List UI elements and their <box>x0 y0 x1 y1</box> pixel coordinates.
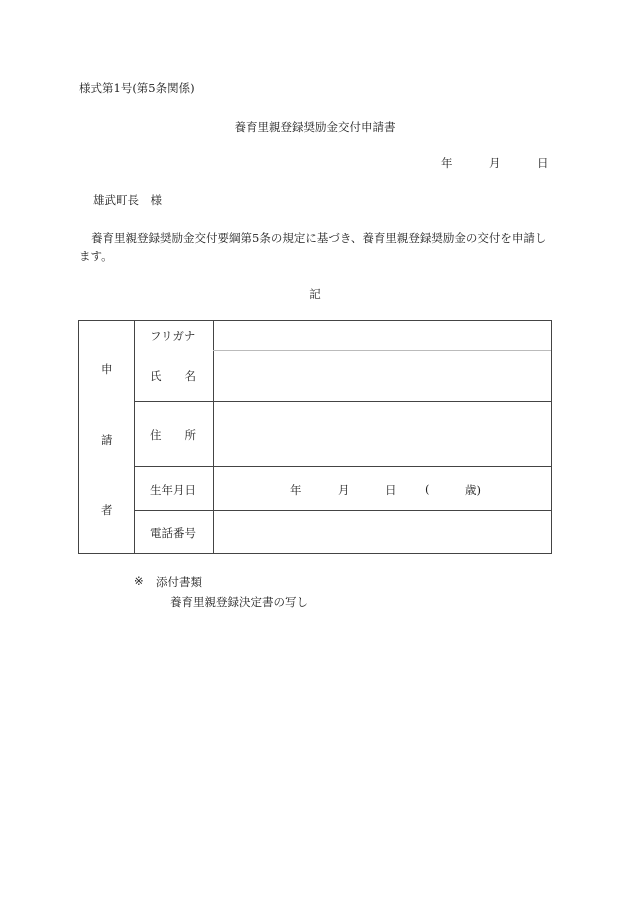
address-label: 住 所 <box>150 428 196 442</box>
phone-field[interactable] <box>214 511 550 553</box>
applicant-label-1: 申 <box>101 362 113 376</box>
body-text: 養育里親登録奨励金交付要綱第5条の規定に基づき、養育里親登録奨励金の交付を申請します。 <box>79 231 547 263</box>
birthdate-day-label: 日 <box>385 483 397 497</box>
furigana-label: フリガナ <box>150 329 196 343</box>
address-field[interactable] <box>214 402 550 466</box>
age-open-paren: ( <box>425 482 430 496</box>
application-table <box>78 320 552 554</box>
phone-label: 電話番号 <box>150 526 196 540</box>
attachment-mark: ※ <box>134 574 144 588</box>
attachment-title: 添付書類 <box>156 575 202 589</box>
table-divider <box>134 466 551 467</box>
age-label: 歳) <box>465 483 481 497</box>
date-year-label: 年 <box>441 156 453 170</box>
name-label: 氏 名 <box>150 369 196 383</box>
attachment-item: 養育里親登録決定書の写し <box>170 595 308 609</box>
applicant-label-3: 者 <box>101 503 113 517</box>
document-title: 養育里親登録奨励金交付申請書 <box>234 120 396 134</box>
applicant-label-2: 請 <box>101 433 113 447</box>
name-field[interactable] <box>214 351 550 401</box>
addressee: 雄武町長 様 <box>93 193 162 207</box>
birthdate-month-label: 月 <box>338 483 350 497</box>
birthdate-label: 生年月日 <box>150 483 196 497</box>
date-day-label: 日 <box>537 156 549 170</box>
form-number: 様式第1号(第5条関係) <box>79 81 195 95</box>
furigana-field[interactable] <box>214 322 550 350</box>
date-month-label: 月 <box>489 156 501 170</box>
table-divider <box>134 321 135 553</box>
birthdate-year-label: 年 <box>290 483 302 497</box>
ki-heading: 記 <box>309 287 321 301</box>
